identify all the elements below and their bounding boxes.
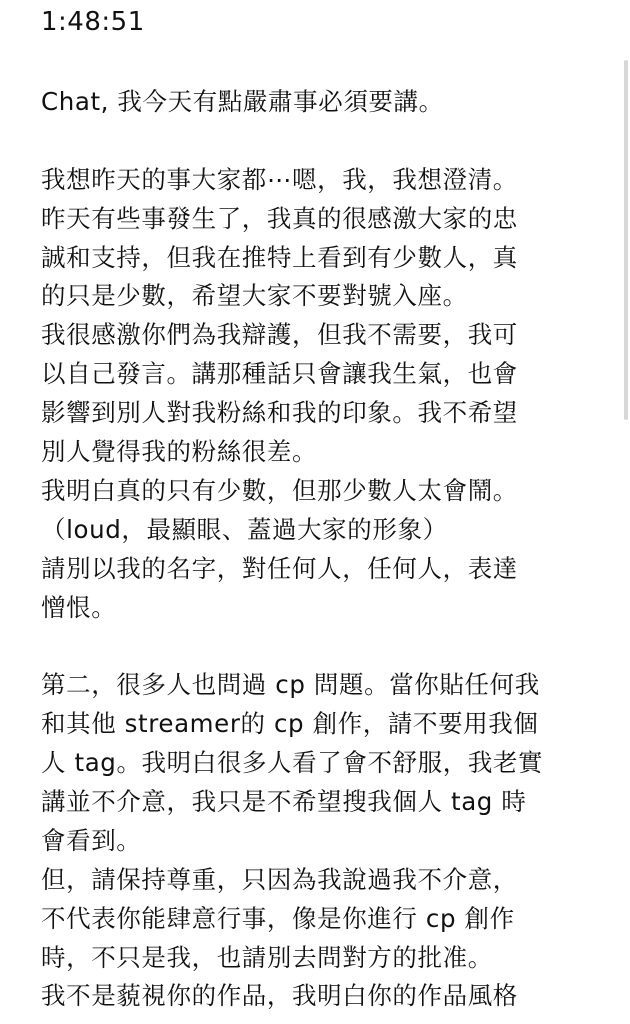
note-line: 第二，很多人也問過 cp 問題。當你貼任何我: [41, 670, 540, 700]
note-line: （loud，最顯眼、蓋過大家的形象）: [41, 514, 448, 544]
note-line: 講並不介意，我只是不希望搜我個人 tag 時: [41, 787, 527, 817]
scrollbar[interactable]: [624, 60, 628, 420]
note-line: 我明白真的只有少數，但那少數人太會鬧。: [41, 475, 518, 505]
note-line: 影響到別人對我粉絲和我的印象。我不希望: [41, 398, 518, 428]
note-line: 但，請保持尊重，只因為我說過我不介意，: [41, 864, 518, 894]
note-timestamp: 1:48:51: [41, 7, 145, 37]
note-line: 不代表你能肆意行事，像是你進行 cp 創作: [41, 903, 515, 933]
blank-line: [41, 627, 601, 666]
note-body[interactable]: [41, 83, 601, 1016]
note-line: 請別以我的名字，對任何人，任何人，表達: [41, 553, 518, 583]
note-line: 時，不只是我，也請別去問對方的批准。: [41, 942, 493, 972]
note-line: 誠和支持，但我在推特上看到有少數人，真: [41, 242, 518, 272]
note-line: 和其他 streamer的 cp 創作，請不要用我個: [41, 709, 539, 739]
note-line: 我不是藐視你的作品，我明白你的作品風格: [41, 981, 518, 1011]
note-line: 人 tag。我明白很多人看了會不舒服，我老實: [41, 748, 544, 778]
note-line: 以自己發言。講那種話只會讓我生氣，也會: [41, 359, 518, 389]
blank-line: [41, 122, 601, 161]
note-line: 會看到。: [41, 825, 142, 855]
note-line: Chat, 我今天有點嚴肅事必須要講。: [41, 87, 444, 116]
note-line: 別人覺得我的粉絲很差。: [41, 437, 318, 467]
note-line: 我很感激你們為我辯護，但我不需要，我可: [41, 320, 518, 350]
note-line: 的只是少數，希望大家不要對號入座。: [41, 281, 468, 311]
note-line: 昨天有些事發生了，我真的很感激大家的忠: [41, 203, 518, 233]
note-line: 憎恨。: [41, 592, 117, 622]
note-line: 我想昨天的事大家都⋯嗯，我，我想澄清。: [41, 164, 518, 194]
